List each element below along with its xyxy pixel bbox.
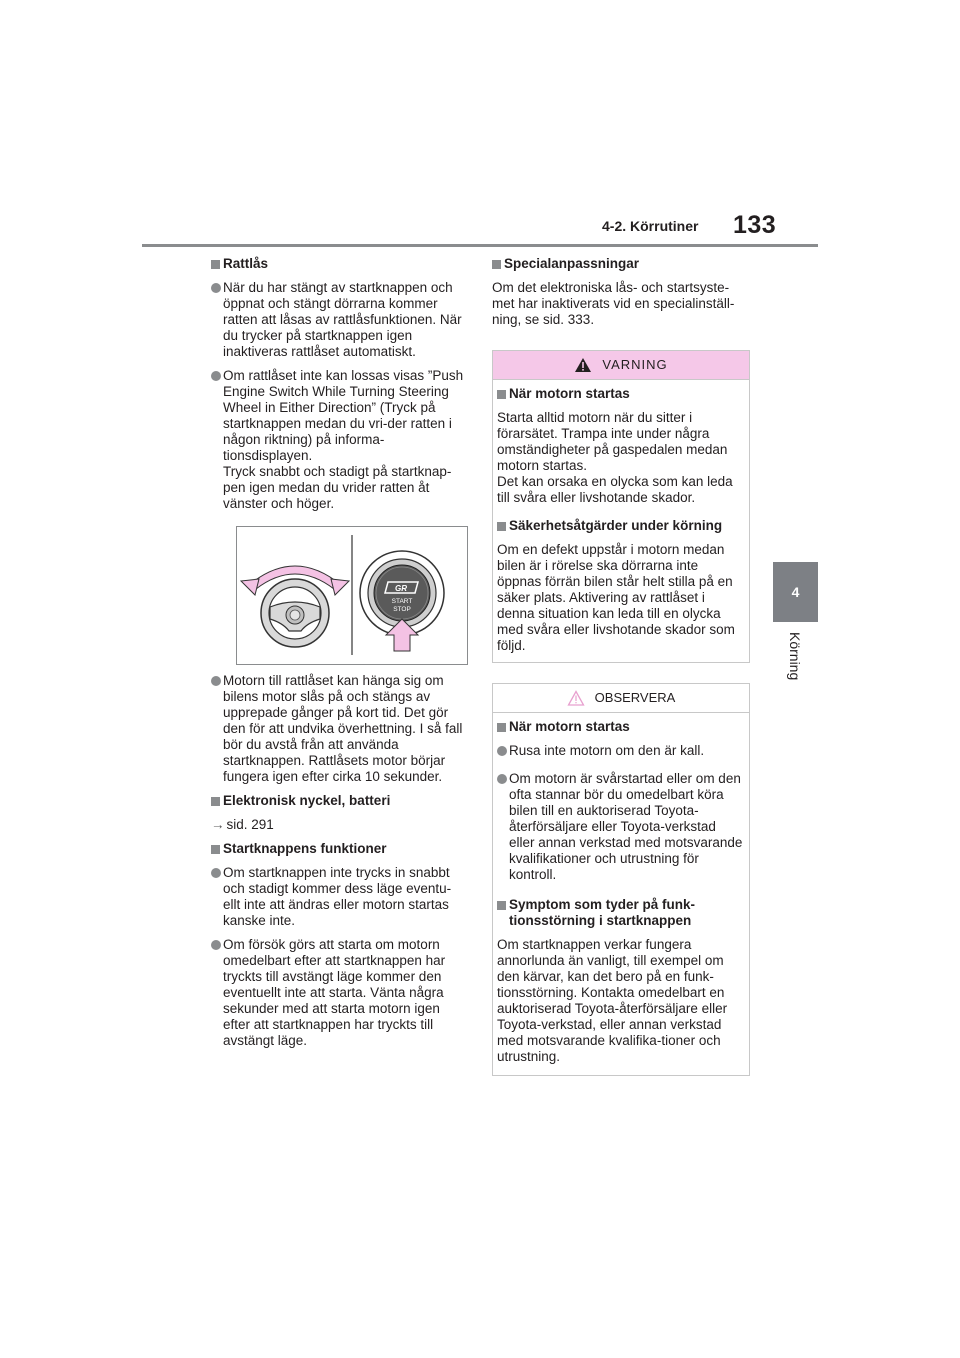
malfunction-text: Om startknappen verkar fungera annorlunda än vanligt, till exempel om den kärvar, kan det bero på en funk-tionsstörning. Kontakta omedelbart en auktoriserad Toyota-återförsäljare eller Toyota-verkstad, eller annan verkstad med motsvarande kvalifika-tioner och utrustning.	[497, 937, 728, 1064]
warning-text	[497, 410, 745, 506]
page-reference[interactable]	[211, 817, 466, 833]
caution-triangle-icon	[567, 690, 585, 706]
warning-header	[493, 351, 749, 380]
stop-label: STOP	[393, 606, 411, 613]
bullet-text: Om rattlåset inte kan lossas visas ”Push Engine Switch While Turning Steering Wheel in Either Direction” (Tryck på startknappen medan du vri-der ratten i någon riktning) på informa-tionsdisplayen.	[223, 368, 464, 463]
svg-text:GR: GR	[395, 584, 407, 593]
warning-text-line: Starta alltid motorn när du sitter i förarsätet. Trampa inte under några omständigheter på gaspedalen medan motorn startas.	[497, 410, 728, 473]
heading-engine-start: När motorn startas	[497, 386, 745, 402]
illustration-svg	[237, 527, 467, 664]
bullet-hard-start: Om motorn är svårstartad eller om den ofta stannar bör du omedelbart köra bilen till en auktoriserad Toyota-återförsäljare eller Toyota-verkstad eller annan verkstad med motsvarande kvalifikationer och utrustning för kontroll.	[497, 771, 745, 883]
notice-header	[493, 684, 749, 713]
bullet-lock-motor-overheat: Motorn till rattlåset kan hänga sig om bilens motor slås på och stängs av upprepade gånger på kort tid. Det gör den för att undvika överhettning. I så fall bör du avstå från att använda startknappen. Rattlåsets motor börjar fungera igen efter cirka 10 sekunder.	[211, 673, 466, 785]
start-label: START	[391, 598, 413, 605]
heading-malfunction-symptoms: Symptom som tyder på funk-tionsstörning i startknappen	[497, 897, 745, 929]
section-title: 4-2. Körrutiner	[602, 218, 699, 234]
left-column	[211, 256, 466, 1057]
warning-title: VARNING	[602, 357, 668, 372]
warning-triangle-icon	[574, 357, 592, 373]
warning-body	[493, 380, 749, 662]
page-number: 133	[733, 211, 777, 239]
chapter-label: Körning	[787, 632, 803, 681]
bullet-cold-engine: Rusa inte motorn om den är kall.	[497, 743, 745, 759]
arrow-right-icon: →	[211, 817, 225, 832]
steering-wheel-icon	[261, 579, 329, 647]
bullet-text: Tryck snabbt och stadigt på startknap-pen igen medan du vrider ratten åt vänster och höger.	[223, 464, 452, 511]
driving-safety-text: Om en defekt uppstår i motorn medan bilen är i rörelse ska dörrarna inte öppnas förrän bilen står helt stilla på en säker plats. Aktivering av rattlåset i denna situation kan leda till en olycka med svåra eller livshotande skador som följd.	[497, 542, 735, 653]
heading-steering-lock: Rattlås	[211, 256, 466, 272]
notice-title: OBSERVERA	[594, 690, 676, 705]
heading-start-button-functions: Startknappens funktioner	[211, 841, 466, 857]
heading-driving-safety: Säkerhetsåtgärder under körning	[497, 518, 745, 534]
bullet-press-firmly: Om startknappen inte trycks in snabbt och stadigt kommer dess läge eventu-ellt inte att ändras eller motorn startas kanske inte.	[211, 865, 466, 929]
bullet-steering-lock-info: När du har stängt av startknappen och öppnat och stängt dörrarna kommer ratten att låsas av rattlåsfunktionen. När du trycker på startknappen igen inaktiveras rattlåset automatiskt.	[211, 280, 466, 360]
notice-box	[492, 683, 750, 1076]
heading-key-battery: Elektronisk nyckel, batteri	[211, 793, 466, 809]
customization-text: Om det elektroniska lås- och startsyste-met har inaktiverats vid en specialinställ-ning, se sid. 333.	[492, 280, 735, 327]
warning-box	[492, 350, 750, 663]
bullet-steering-lock-release	[211, 368, 466, 512]
heading-engine-start-notice: När motorn startas	[497, 719, 745, 735]
bullet-restart-delay: Om försök görs att starta om motorn omedelbart efter att startknappen har tryckts till avstängt läge kommer den eventuellt inte att starta. Vänta några sekunder med att starta motorn igen efter att startknappen har tryckts till avstängt läge.	[211, 937, 466, 1049]
right-column	[492, 256, 750, 1096]
heading-customization: Specialanpassningar	[492, 256, 750, 272]
chapter-tab: 4	[773, 562, 818, 622]
header-divider	[142, 244, 818, 247]
steering-wheel-start-button-illustration	[236, 526, 468, 665]
notice-body	[493, 713, 749, 1075]
page-reference-text: sid. 291	[226, 817, 274, 832]
warning-text-line: Det kan orsaka en olycka som kan leda till svåra eller livshotande skador.	[497, 474, 733, 505]
